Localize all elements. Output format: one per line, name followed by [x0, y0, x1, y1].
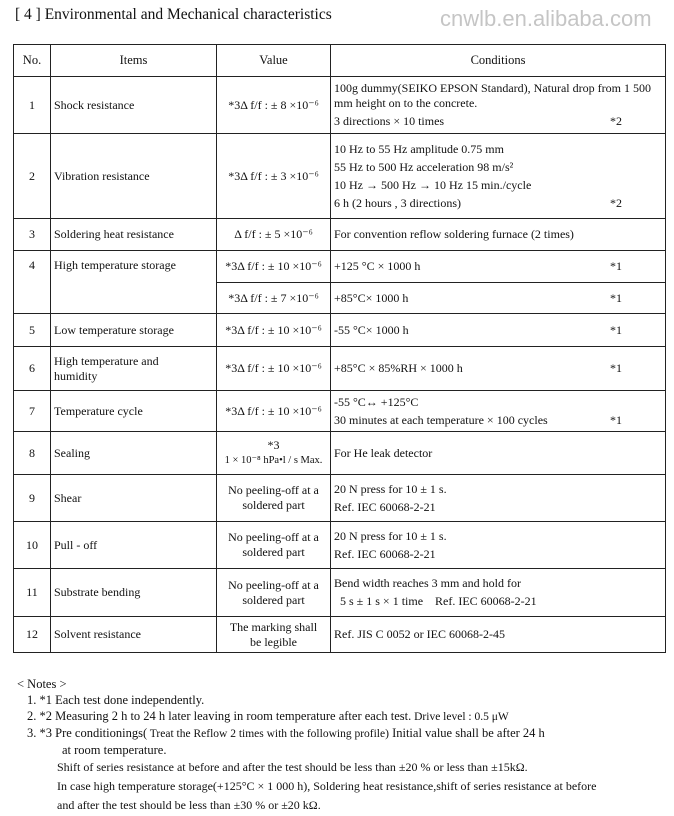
cell-value-line: *3 [267, 438, 280, 452]
condition-text: 3 directions × 10 times [334, 114, 445, 128]
cell-conditions [331, 347, 666, 391]
cell-no-line: 4 [29, 258, 35, 272]
table-row [14, 251, 666, 283]
characteristics-table [13, 44, 666, 653]
cell-item [51, 347, 217, 391]
cell-value-line: *3Δ f/f : ± 10 ×10⁻⁶ [225, 403, 322, 418]
cell-no [14, 219, 51, 251]
condition-text: 55 Hz to 500 Hz acceleration 98 m/s² [334, 159, 514, 174]
cell-value-line: No peeling-off at a [228, 483, 319, 497]
table-row [14, 617, 666, 653]
cell-no [14, 251, 51, 314]
cell-no [14, 432, 51, 475]
condition-line [334, 160, 662, 175]
cell-item-line: Shock resistance [54, 97, 135, 112]
cell-conditions [331, 475, 666, 522]
cell-item [51, 134, 217, 219]
cell-value [217, 283, 331, 314]
cell-no-line: 11 [26, 585, 38, 599]
note-2-text: 2. *2 Measuring 2 h to 24 h later leaving in room temperature after each test. [27, 709, 412, 723]
cell-value-line: The marking shall [229, 619, 318, 634]
condition-text: 20 N press for 10 ± 1 s. [334, 481, 447, 496]
note-3 [27, 725, 596, 742]
cell-value [217, 522, 331, 569]
cell-no-line: 5 [29, 322, 35, 337]
condition-text: 100g dummy(SEIKO EPSON Standard), Natural drop from 1 500 mm height on to the concrete. [334, 81, 654, 110]
cell-item [51, 617, 217, 653]
condition-line [334, 529, 662, 544]
cell-value [217, 347, 331, 391]
condition-text: Bend width reaches 3 mm and hold for [334, 576, 521, 590]
condition-text: 20 N press for 10 ± 1 s. [334, 528, 447, 543]
condition-line [334, 594, 662, 609]
condition-text: For convention reflow soldering furnace (2 times) [334, 227, 574, 241]
cell-conditions [331, 219, 666, 251]
notes-heading: < Notes > [17, 677, 67, 691]
cell-conditions [331, 522, 666, 569]
cell-item-line: Low temperature storage [54, 322, 174, 337]
cell-conditions [331, 251, 666, 283]
condition-text: Ref. IEC 60068-2-21 [334, 499, 436, 514]
condition-line [334, 323, 662, 338]
condition-text: 6 h (2 hours , 3 directions) [334, 195, 461, 210]
cell-no [14, 134, 51, 219]
condition-text: 10 Hz → 500 Hz → 10 Hz 15 min./cycle [334, 177, 532, 192]
table-header-row [14, 45, 666, 77]
cell-conditions [331, 432, 666, 475]
condition-text: -55 °C× 1000 h [334, 322, 409, 337]
condition-line [334, 178, 662, 193]
cell-no [14, 569, 51, 617]
cell-value [217, 77, 331, 134]
cell-no-line: 12 [26, 627, 38, 641]
cell-value-line: No peeling-off at a [228, 577, 319, 592]
cell-item-line: Temperature cycle [54, 403, 143, 418]
note-3-initial: Initial value shall be after 24 h [388, 726, 545, 740]
note-3-cont: at room temperature. [62, 743, 167, 757]
header-no: No. [14, 45, 51, 77]
table-row [14, 391, 666, 432]
cell-value-line: 1 × 10⁻⁸ hPa•l / s Max. [224, 455, 323, 466]
cell-value-line: *3Δ f/f : ± 8 ×10⁻⁶ [228, 97, 319, 112]
cell-value [217, 391, 331, 432]
condition-text: -55 °C↔ +125°C [334, 394, 419, 409]
cell-conditions [331, 314, 666, 347]
cell-value [217, 475, 331, 522]
cell-value-line: *3Δ f/f : ± 7 ×10⁻⁶ [228, 290, 319, 305]
table-row [14, 569, 666, 617]
footnote-ref: *1 [610, 412, 622, 427]
condition-text: +85°C × 85%RH × 1000 h [334, 361, 463, 375]
cell-value-line: *3Δ f/f : ± 10 ×10⁻⁶ [225, 259, 322, 273]
cell-value-line: soldered part [242, 545, 305, 559]
watermark: cnwlb.en.alibaba.com [440, 6, 652, 31]
cell-item [51, 251, 217, 314]
table-row [14, 347, 666, 391]
condition-line [334, 81, 662, 111]
cell-item [51, 522, 217, 569]
condition-line [334, 446, 662, 461]
cell-conditions [331, 617, 666, 653]
footnote-ref: *2 [610, 195, 622, 210]
cell-conditions [331, 391, 666, 432]
cell-no-line: 1 [29, 97, 35, 112]
table-row [14, 522, 666, 569]
cell-item [51, 314, 217, 347]
condition-line [334, 259, 662, 274]
cell-value-line: *3Δ f/f : ± 3 ×10⁻⁶ [228, 168, 319, 183]
condition-line [334, 291, 662, 306]
note-2 [27, 708, 596, 725]
cell-item [51, 77, 217, 134]
condition-text: +85°C× 1000 h [334, 290, 409, 305]
header-items: Items [51, 45, 217, 77]
condition-line [334, 547, 662, 562]
table-row [14, 314, 666, 347]
cell-value-line: No peeling-off at a [228, 530, 319, 544]
cell-conditions [331, 569, 666, 617]
header-value: Value [217, 45, 331, 77]
cell-no-line: 3 [29, 227, 35, 241]
cell-value [217, 219, 331, 251]
table-row [14, 475, 666, 522]
cell-value-line: be legible [250, 634, 297, 649]
cell-no [14, 77, 51, 134]
cell-item [51, 432, 217, 475]
condition-text: Ref. IEC 60068-2-21 [334, 546, 436, 561]
cell-value-line: soldered part [242, 498, 305, 512]
table-row [14, 432, 666, 475]
cell-item-line: Substrate bending [54, 585, 141, 599]
cell-value-line: soldered part [242, 592, 305, 607]
note-3-profile: Treat the Reflow 2 times with the following profile) [147, 728, 389, 740]
cell-no-line: 6 [29, 361, 35, 375]
cell-value [217, 569, 331, 617]
notes [17, 676, 596, 815]
condition-line [334, 413, 662, 428]
footnote-ref: *2 [610, 114, 622, 128]
section-title: [ 4 ] Environmental and Mechanical characteristics [15, 6, 332, 23]
cell-item [51, 219, 217, 251]
cell-item-line: Pull - off [54, 537, 98, 552]
cell-no-line: 8 [29, 445, 35, 460]
condition-text: 10 Hz to 55 Hz amplitude 0.75 mm [334, 141, 504, 156]
cell-item-line: Vibration resistance [54, 168, 150, 183]
cell-item-line: Soldering heat resistance [54, 227, 174, 241]
condition-text: 5 s ± 1 s × 1 time Ref. IEC 60068-2-21 [334, 594, 537, 608]
table-row [14, 219, 666, 251]
cell-value [217, 432, 331, 475]
note-sub-3: and after the test should be less than ±30 % or ±20 kΩ. [57, 798, 321, 812]
condition-line [334, 142, 662, 157]
cell-item-line: High temperature and [54, 353, 159, 368]
cell-no [14, 475, 51, 522]
cell-no [14, 347, 51, 391]
condition-line [334, 196, 662, 211]
condition-line [334, 114, 662, 129]
condition-line [334, 482, 662, 497]
footnote-ref: *1 [610, 322, 622, 337]
cell-no [14, 314, 51, 347]
footnote-ref: *1 [610, 290, 622, 305]
cell-item-line: High temperature storage [54, 258, 176, 272]
condition-line [334, 576, 662, 591]
cell-item-line: Solvent resistance [54, 627, 141, 641]
note-1: 1. *1 Each test done independently. [27, 693, 205, 707]
table-row [14, 77, 666, 134]
cell-value-line: *3Δ f/f : ± 10 ×10⁻⁶ [225, 322, 322, 337]
condition-text: Ref. JIS C 0052 or IEC 60068-2-45 [334, 627, 505, 641]
cell-value [217, 314, 331, 347]
footnote-ref: *1 [610, 361, 622, 375]
note-2-drive-level: Drive level : 0.5 μW [411, 711, 509, 723]
cell-conditions [331, 134, 666, 219]
condition-text: 30 minutes at each temperature × 100 cycles [334, 412, 548, 427]
note-sub-1: Shift of series resistance at before and after the test should be less than ±20 % or less than ±15kΩ. [57, 760, 528, 774]
condition-line [334, 500, 662, 515]
condition-text: +125 °C × 1000 h [334, 259, 421, 273]
note-3-text: 3. *3 Pre conditionings( [27, 726, 148, 740]
cell-item [51, 569, 217, 617]
cell-item-line: Shear [54, 490, 82, 505]
cell-value [217, 617, 331, 653]
cell-conditions [331, 77, 666, 134]
cell-no-line: 10 [26, 537, 38, 552]
cell-no [14, 522, 51, 569]
cell-no-line: 2 [29, 168, 35, 183]
cell-item [51, 391, 217, 432]
cell-no-line: 9 [29, 490, 35, 505]
condition-line [334, 627, 662, 642]
cell-item [51, 475, 217, 522]
cell-no [14, 617, 51, 653]
cell-value-line: Δ f/f : ± 5 ×10⁻⁶ [234, 227, 313, 241]
header-conditions: Conditions [331, 45, 666, 77]
condition-line [334, 227, 662, 242]
cell-value-line: *3Δ f/f : ± 10 ×10⁻⁶ [225, 361, 322, 375]
cell-no [14, 391, 51, 432]
cell-value [217, 134, 331, 219]
cell-conditions [331, 283, 666, 314]
condition-line [334, 395, 662, 410]
note-sub-2: In case high temperature storage(+125°C × 1 000 h), Soldering heat resistance,shift of series resistance at before [57, 779, 597, 793]
footnote-ref: *1 [610, 259, 622, 273]
condition-line [334, 361, 662, 376]
condition-text: For He leak detector [334, 445, 433, 460]
cell-item-line: humidity [54, 368, 98, 383]
cell-no-line: 7 [29, 403, 35, 418]
cell-item-line: Sealing [54, 445, 90, 460]
cell-value [217, 251, 331, 283]
table-row [14, 134, 666, 219]
